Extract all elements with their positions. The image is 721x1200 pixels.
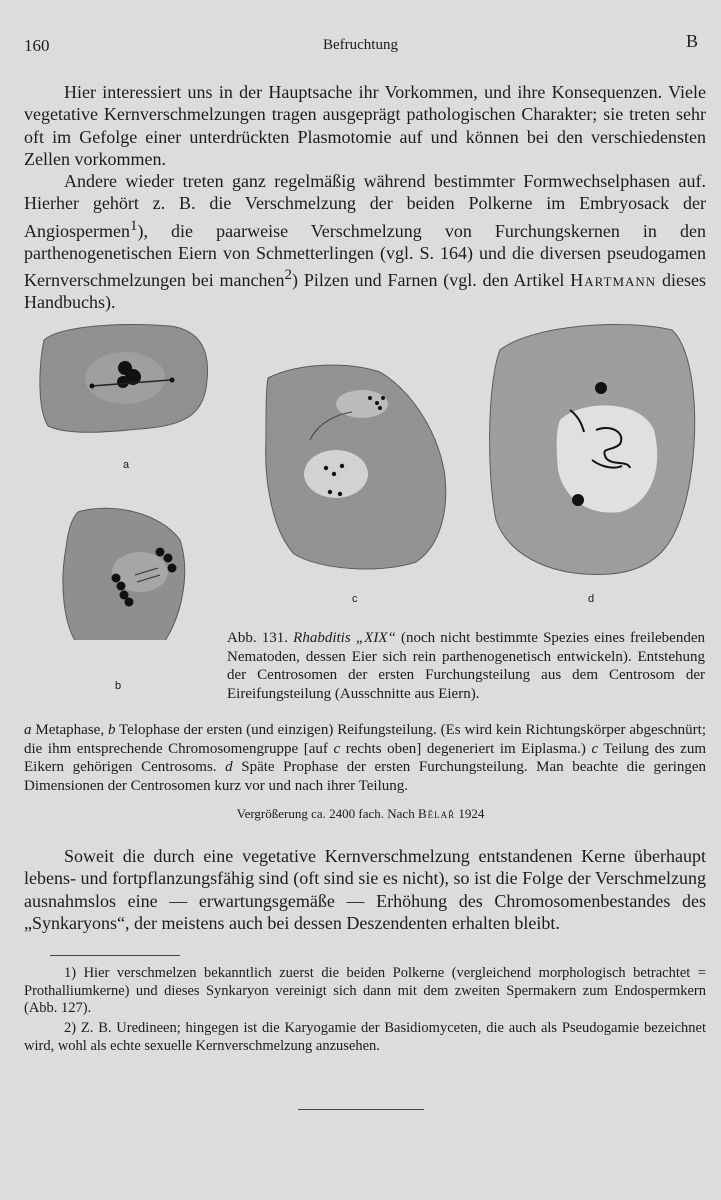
paragraph-2-text-mid: ), die paarweise Verschmelzung von Furchungskernen in den parthenogenetischen Eiern von Schmetterlingen (vgl. S. 164) und die diversen pseudogamen Kernverschmelzungen bei manchen — [24, 220, 706, 291]
paragraph-3: Soweit die durch eine vegetative Kernverschmelzung entstandenen Kerne überhaupt lebens- und fortpflanzungsfähig sind (oft sind sie es nicht), so ist die Folge der Verschmelzung ausnahmslos eine — erwartungsgemäße — Erhöhung des Chromosomenbestandes des „Synkaryons“, der meistens auch bei dessen Deszendenten erhalten bleibt. — [24, 846, 706, 933]
figure-label-b: b — [115, 680, 122, 692]
figure-label-d: d — [588, 593, 595, 605]
footnote-ref-1: 1 — [129, 217, 138, 234]
legend-d-text: Späte Prophase der ersten Furchungsteilung. Man beachte die geringen Dimensionen der Centrosomen kurz vor und nach ihrer Teilung. — [24, 759, 707, 794]
legend-d-label: d — [225, 759, 233, 775]
footnote-2: 2) Z. B. Uredineen; hingegen ist die Karyogamie der Basidiomyceten, die auch als Pseudogamie bezeichnet wird, wohl als echte sexuelle Kernverschmelzung anzusehen. — [24, 1020, 706, 1054]
page-number: 160 — [24, 36, 50, 55]
figure-species: Rhabditis „XIX“ — [293, 630, 396, 646]
micrograph-b — [63, 508, 185, 640]
micrograph-a — [40, 325, 208, 433]
figure-credit-year: 1924 — [458, 806, 485, 821]
figure-label-a: a — [123, 459, 130, 471]
footnote-1: 1) Hier verschmelzen bekanntlich zuerst die beiden Polkerne (vergleichend morphologisch betrachtet = Prothalliumkerne) und dieses Synkaryon vereinigt sich dann mit dem zweiten Spermakern zum Endospermkern (Abb. 127). — [24, 965, 706, 1016]
legend-c-label: c — [591, 740, 599, 757]
paragraph-2-text: Andere wieder treten ganz regelmäßig während bestimmter Formwechselphasen auf. Hierher gehört z. B. die Verschmelzung der beiden Polkerne im Embryosack der Angiospermen — [24, 171, 706, 241]
author-name: Hartmann — [570, 270, 657, 291]
legend-b-label: b — [107, 722, 116, 738]
legend-c-ref: c — [333, 740, 341, 757]
legend-a-label: a — [24, 722, 32, 738]
paragraph-2-text-after: ) Pilzen und Farnen (vgl. den Artikel — [292, 270, 565, 291]
figure-number: Abb. 131. — [227, 630, 288, 646]
figure-credit — [0, 806, 721, 822]
figure-label-c: c — [352, 593, 358, 605]
page-end-rule — [298, 1109, 424, 1110]
paragraph-2-text-end: dieses Handbuchs). — [24, 270, 707, 313]
figure-caption-main: (noch nicht bestimmte Spezies eines freilebenden Nematoden, dessen Eier sich rein parthenogenetisch entwickeln). Entstehung der Centrosomen der ersten Furchungsteilung aus dem Centrosom der Eireifungsteilung (Ausschnitte aus Eiern). — [227, 630, 705, 702]
figure-caption-legend — [24, 721, 706, 795]
figure-credit-author: Bělař — [417, 806, 456, 821]
running-title: Befruchtung — [323, 37, 398, 53]
legend-b-text: Telophase der ersten (und einzigen) Reifungsteilung. (Es wird kein Richtungskörper abgeschnürt; die ihm entsprechende Chromosomengruppe [auf — [24, 722, 707, 757]
figure-credit-prefix: Vergrößerung ca. 2400 fach. Nach — [236, 806, 415, 821]
section-letter: B — [686, 31, 699, 51]
footnote-separator — [50, 955, 180, 956]
micrograph-d — [490, 324, 695, 574]
figure-caption — [227, 629, 705, 703]
micrograph-c — [266, 365, 446, 569]
legend-a-text: Metaphase, — [35, 722, 105, 738]
legend-after-c-ref: rechts oben] degeneriert im Eiplasma.) — [345, 740, 586, 757]
footnote-ref-2: 2 — [284, 267, 293, 284]
legend-c-text: Teilung des zum Eikern gehörigen Centrosoms. — [24, 740, 707, 775]
paragraph-1: Hier interessiert uns in der Hauptsache ihr Vorkommen, und ihre Konsequenzen. Viele vegetative Kernverschmelzungen tragen ausgeprägt pathologischen Charakter; sie treten sehr oft im Gefolge einer unterdrückten Plasmotomie auf und können bei den verschiedensten Zellen vorkommen. — [24, 82, 706, 169]
